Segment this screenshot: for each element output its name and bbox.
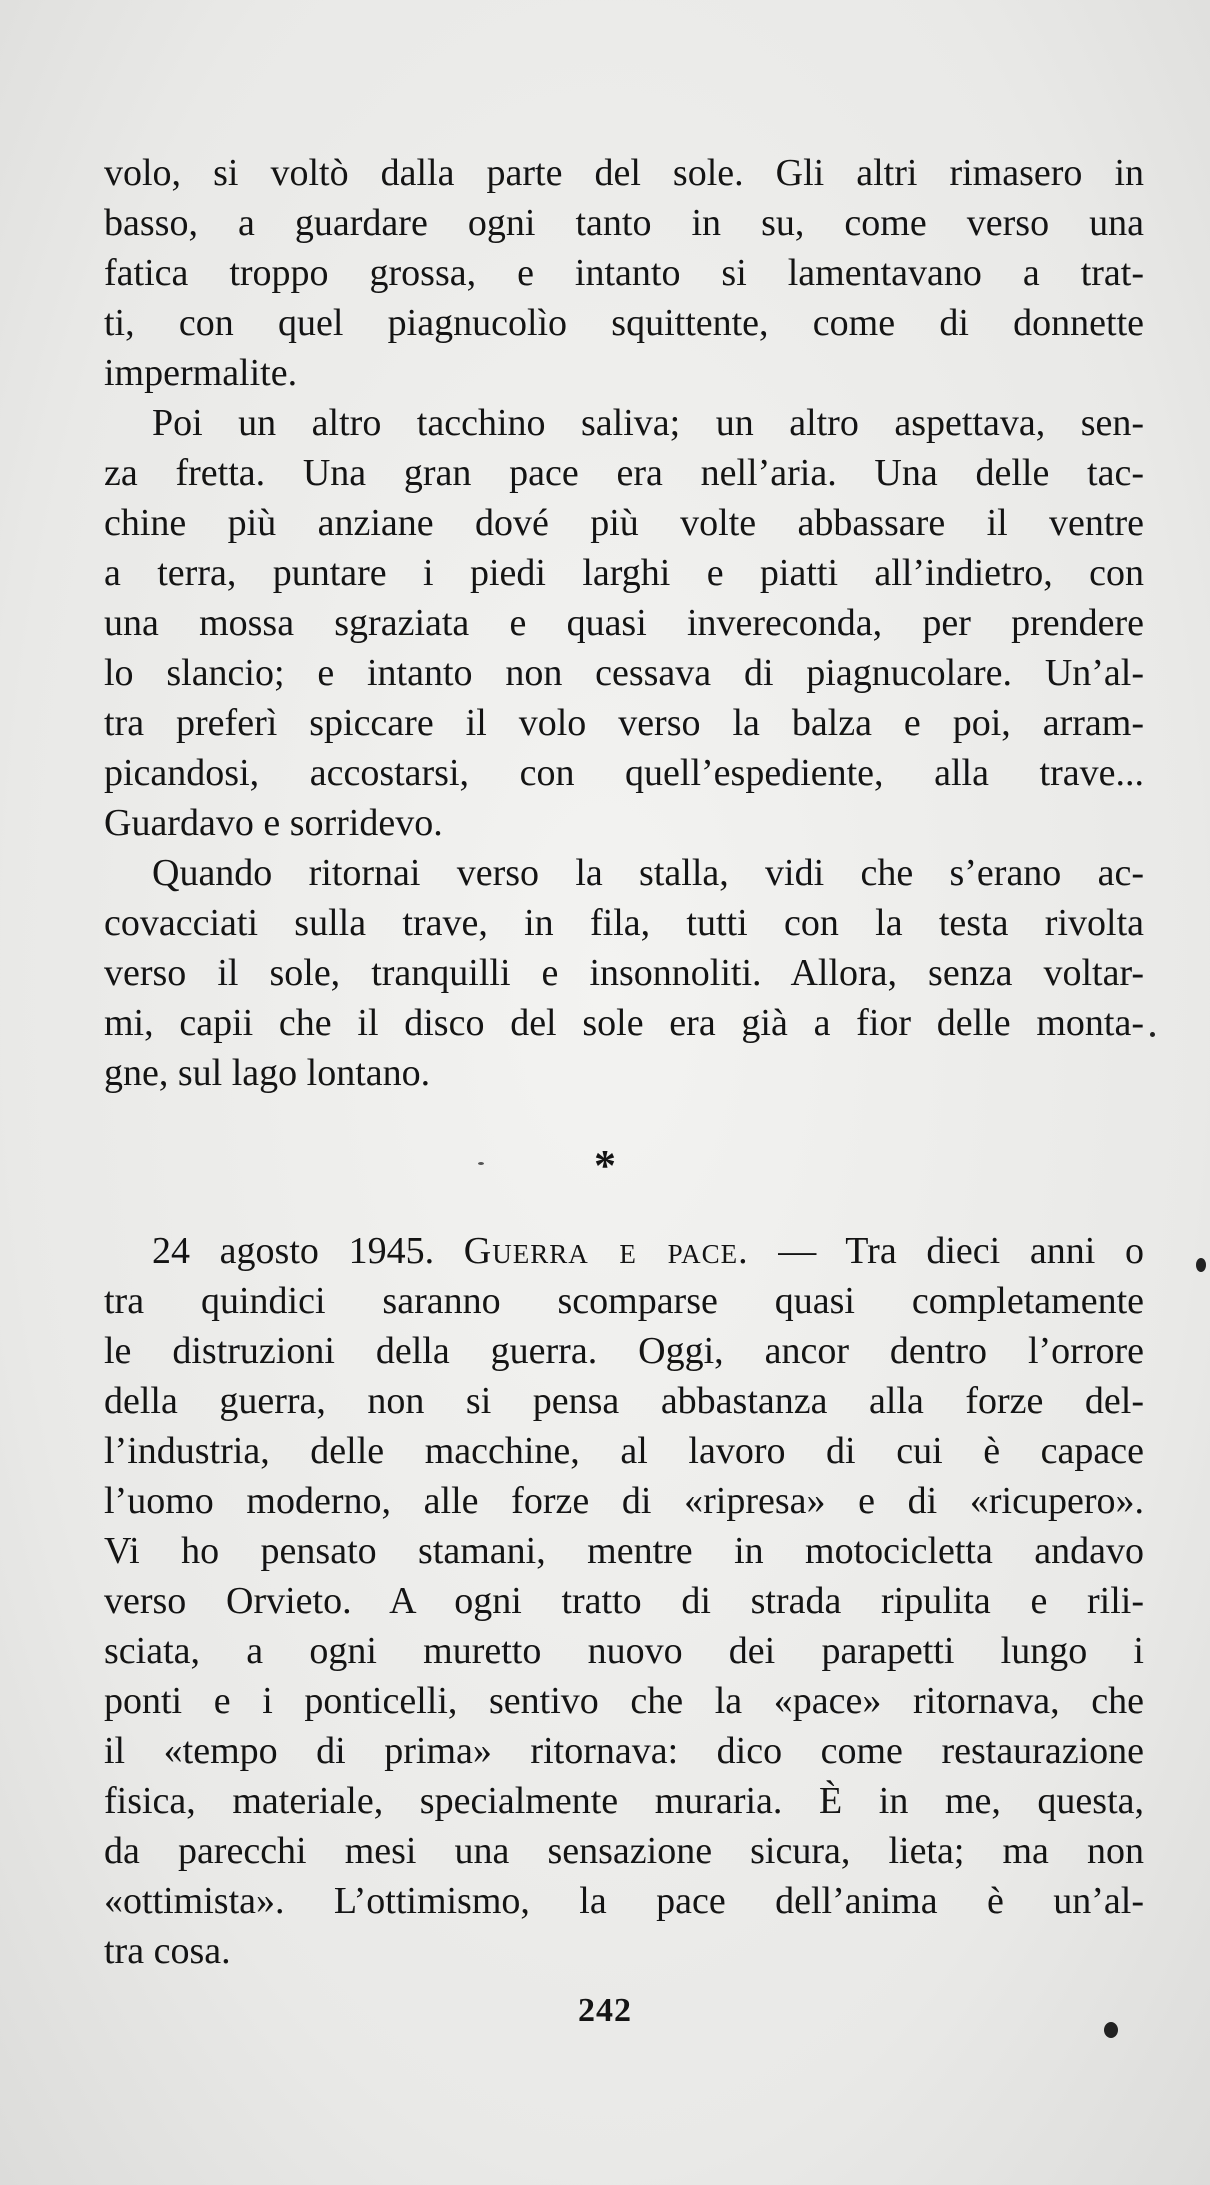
upper-text-block	[104, 148, 1144, 1098]
text-line: fatica troppo grossa, e intanto si lamentavano a trat-	[104, 252, 1144, 294]
text-line: lo slancio; e intanto non cessava di piagnucolare. Un’al-	[104, 652, 1144, 694]
text-line: l’industria, delle macchine, al lavoro di cui è capace	[104, 1430, 1144, 1472]
section-separator: *	[594, 1141, 616, 1190]
text-line: verso il sole, tranquilli e insonnoliti. Allora, senza voltar-	[104, 952, 1144, 994]
entry-date: 24 agosto 1945.	[152, 1230, 435, 1272]
text-line: picandosi, accostarsi, con quell’espediente, alla trave...	[104, 752, 1144, 794]
text-line: za fretta. Una gran pace era nell’aria. Una delle tac-	[104, 452, 1144, 494]
text-line: covacciati sulla trave, in fila, tutti con la testa rivolta	[104, 902, 1144, 944]
text-line: impermalite.	[104, 352, 298, 394]
text-line: tra cosa.	[104, 1930, 231, 1972]
text-line: una mossa sgraziata e quasi invereconda, per prendere	[104, 602, 1144, 644]
text-line: basso, a guardare ogni tanto in su, come verso una	[104, 202, 1144, 244]
text-line: Poi un altro tacchino saliva; un altro aspettava, sen-	[152, 402, 1144, 444]
ink-speck	[478, 1162, 484, 1165]
paragraph-3	[104, 848, 1144, 1098]
text-line: a terra, puntare i piedi larghi e piatti all’indietro, con	[104, 552, 1144, 594]
text-line: tra preferì spiccare il volo verso la balza e poi, arram-	[104, 702, 1144, 744]
text-line: l’uomo moderno, alle forze di «ripresa» e di «ricupero».	[104, 1480, 1144, 1522]
text-line: ti, con quel piagnucolìo squittente, come di donnette	[104, 302, 1144, 344]
text-line: della guerra, non si pensa abbastanza alla forze del-	[104, 1380, 1144, 1422]
text-line: sciata, a ogni muretto nuovo dei parapetti lungo i	[104, 1630, 1144, 1672]
text-line: mi, capii che il disco del sole era già a fior delle monta-	[104, 1002, 1144, 1044]
text-line: gne, sul lago lontano.	[104, 1052, 431, 1094]
text-line: tra quindici saranno scomparse quasi completamente	[104, 1280, 1144, 1322]
page-number: 242	[578, 1992, 632, 2029]
text-line: fisica, materiale, specialmente muraria. È in me, questa,	[104, 1780, 1144, 1822]
ink-speck	[1104, 2022, 1118, 2038]
paragraph-2	[104, 398, 1144, 848]
text-line: Quando ritornai verso la stalla, vidi che s’erano ac-	[152, 852, 1144, 894]
ink-speck	[1150, 1032, 1155, 1037]
entry-heading-line	[104, 1226, 1144, 1276]
diary-entry	[104, 1226, 1144, 1976]
paragraph-1	[104, 148, 1144, 398]
ink-speck	[1196, 1258, 1206, 1272]
text-line: «ottimista». L’ottimismo, la pace dell’anima è un’al-	[104, 1880, 1144, 1922]
text-line: da parecchi mesi una sensazione sicura, lieta; ma non	[104, 1830, 1144, 1872]
text-line: il «tempo di prima» ritornava: dico come restaurazione	[104, 1730, 1144, 1772]
entry-opening: — Tra dieci anni o	[778, 1230, 1145, 1272]
text-line: Vi ho pensato stamani, mentre in motocicletta andavo	[104, 1530, 1144, 1572]
entry-title: Guerra e pace.	[463, 1230, 749, 1272]
text-line: Guardavo e sorridevo.	[104, 802, 443, 844]
text-line: verso Orvieto. A ogni tratto di strada ripulita e rili-	[104, 1580, 1144, 1622]
text-line: ponti e i ponticelli, sentivo che la «pace» ritornava, che	[104, 1680, 1144, 1722]
text-line: volo, si voltò dalla parte del sole. Gli altri rimasero in	[104, 152, 1144, 194]
text-line: chine più anziane dové più volte abbassare il ventre	[104, 502, 1144, 544]
text-line: le distruzioni della guerra. Oggi, ancor dentro l’orrore	[104, 1330, 1144, 1372]
